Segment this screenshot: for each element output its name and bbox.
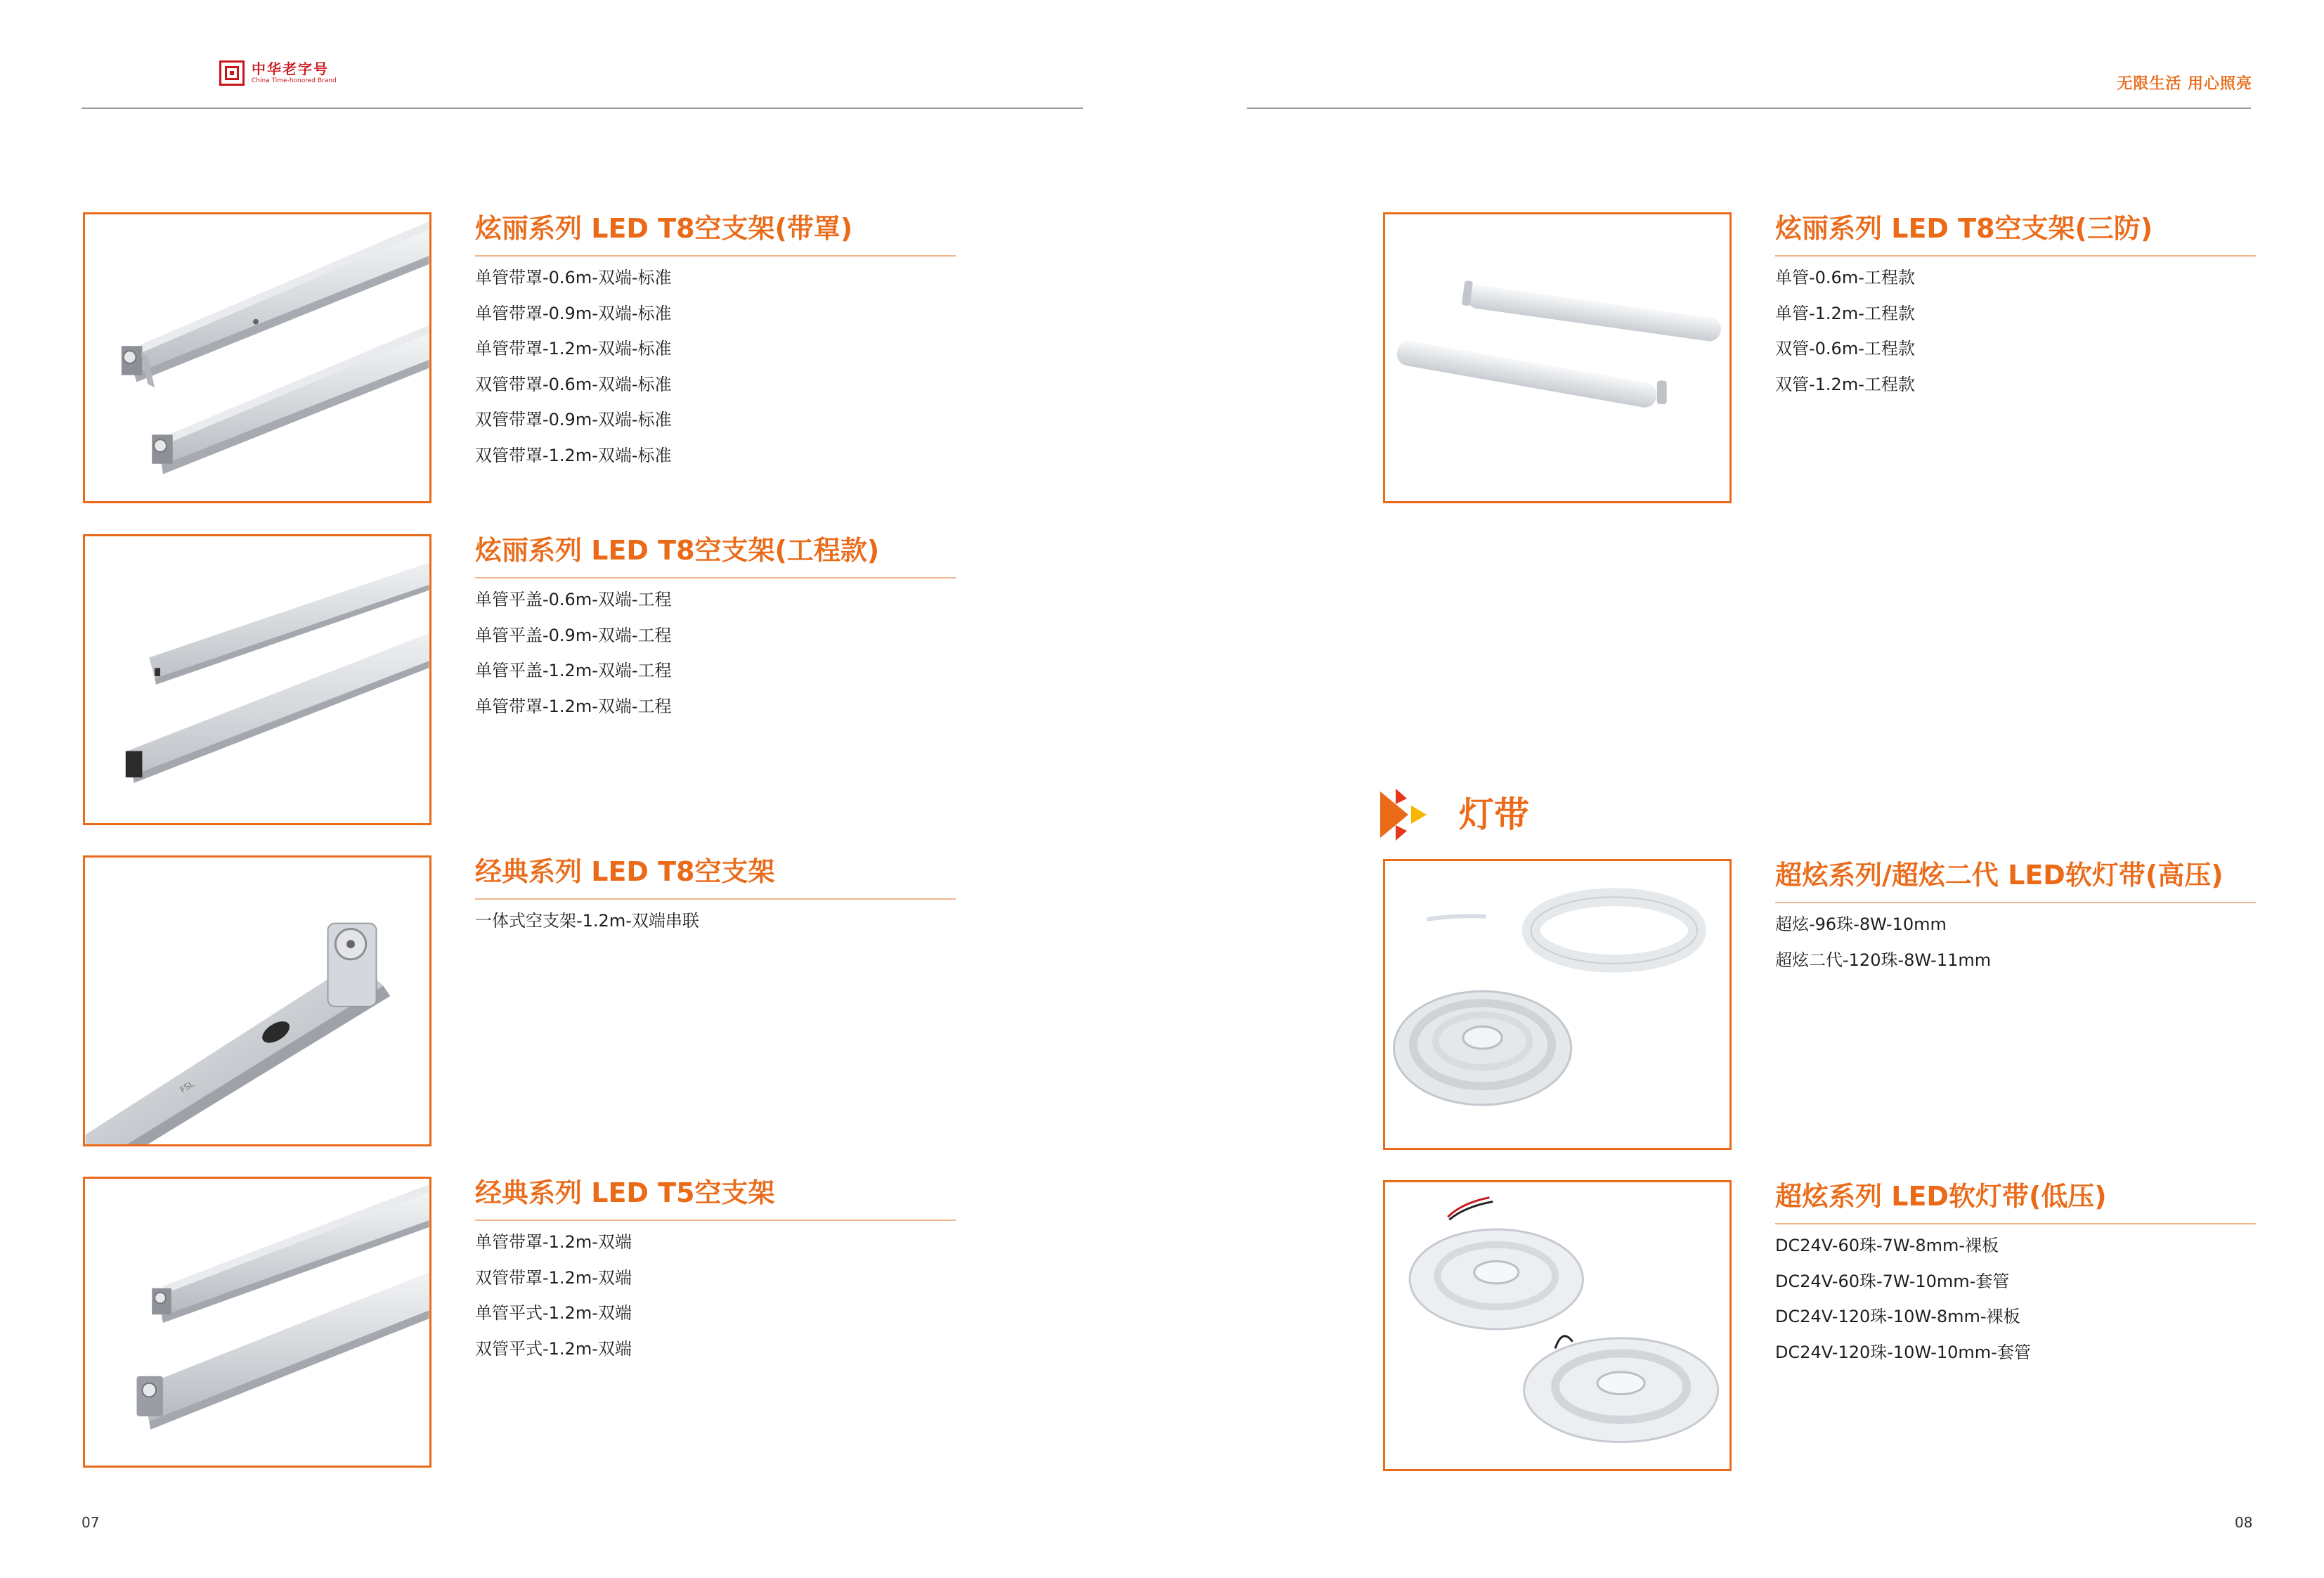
product-image-frame	[83, 534, 431, 825]
section-title: 灯带	[1459, 794, 1529, 835]
list-item: 双管-1.2m-工程款	[1775, 374, 1915, 394]
spec-list	[475, 582, 672, 724]
list-item: 超炫-96珠-8W-10mm	[1775, 914, 1947, 934]
title-underline	[1775, 902, 2256, 903]
list-item: DC24V-120珠-10W-8mm-裸板	[1775, 1307, 2020, 1326]
list-item: 双管带罩-1.2m-双端-标准	[475, 445, 672, 465]
page-number-left: 07	[82, 1514, 100, 1531]
logo-english-text: China Time-honored Brand	[252, 77, 337, 84]
flat-cover-fixture-image	[85, 536, 429, 823]
high-voltage-strip-reel-image	[1385, 861, 1729, 1148]
product-title: 炫丽系列 LED T8空支架(带罩)	[475, 213, 853, 244]
t5-bracket-image	[85, 1179, 429, 1466]
product-title: 炫丽系列 LED T8空支架(工程款)	[475, 535, 880, 566]
brand-logo	[219, 60, 337, 86]
product-title: 经典系列 LED T8空支架	[475, 856, 775, 887]
product-title: 超炫系列 LED软灯带(低压)	[1775, 1181, 2107, 1212]
spec-list	[1775, 907, 1991, 978]
title-underline	[1775, 1223, 2256, 1224]
triproof-fixture-image	[1385, 214, 1729, 501]
product-title: 经典系列 LED T5空支架	[475, 1177, 775, 1208]
spec-list	[1775, 1228, 2031, 1370]
svg-text:FSL: FSL	[178, 1078, 196, 1095]
header-divider-right	[1247, 108, 2251, 109]
title-underline	[475, 577, 956, 578]
integrated-bracket-image	[85, 858, 429, 1144]
product-title: 炫丽系列 LED T8空支架(三防)	[1775, 213, 2153, 244]
product-image-frame	[83, 855, 431, 1146]
title-underline	[475, 255, 956, 257]
list-item: 双管带罩-0.6m-双端-标准	[475, 374, 672, 394]
header-divider-left	[82, 108, 1083, 109]
list-item: 单管带罩-1.2m-双端	[475, 1232, 632, 1252]
product-image-frame	[83, 1177, 431, 1468]
list-item: 双管-0.6m-工程款	[1775, 339, 1915, 358]
list-item: 单管-0.6m-工程款	[1775, 268, 1915, 287]
seal-icon	[219, 60, 245, 86]
spec-list	[475, 1224, 632, 1366]
list-item: 双管带罩-0.9m-双端-标准	[475, 410, 672, 429]
logo-chinese-text: 中华老字号	[252, 60, 329, 77]
spec-list	[475, 903, 699, 939]
list-item: 单管带罩-0.6m-双端-标准	[475, 268, 672, 287]
product-image-frame	[1383, 859, 1732, 1150]
list-item: 一体式空支架-1.2m-双端串联	[475, 911, 699, 931]
product-image-frame	[1383, 1180, 1732, 1471]
product-image-frame	[83, 212, 431, 503]
list-item: 单管带罩-1.2m-双端-标准	[475, 339, 672, 358]
list-item: 单管带罩-0.9m-双端-标准	[475, 303, 672, 323]
list-item: 双管平式-1.2m-双端	[475, 1338, 632, 1359]
list-item: 单管带罩-1.2m-双端-工程	[475, 696, 672, 716]
list-item: 超炫二代-120珠-8W-11mm	[1775, 950, 1992, 970]
list-item: 双管带罩-1.2m-双端	[475, 1267, 632, 1288]
product-title: 超炫系列/超炫二代 LED软灯带(高压)	[1775, 860, 2224, 891]
list-item: 单管平式-1.2m-双端	[475, 1303, 632, 1323]
title-underline	[1775, 255, 2256, 257]
list-item: 单管平盖-0.6m-双端-工程	[475, 590, 672, 609]
list-item: 单管平盖-1.2m-双端-工程	[475, 661, 672, 680]
low-voltage-strip-reel-image	[1385, 1182, 1729, 1469]
page-number-right: 08	[2235, 1514, 2253, 1531]
list-item: 单管平盖-0.9m-双端-工程	[475, 625, 672, 645]
triangle-arrow-icon	[1380, 789, 1436, 841]
list-item: DC24V-120珠-10W-10mm-套管	[1775, 1342, 2031, 1362]
title-underline	[475, 898, 956, 900]
list-item: DC24V-60珠-7W-10mm-套管	[1775, 1271, 2010, 1291]
list-item: 单管-1.2m-工程款	[1775, 303, 1915, 323]
spec-list	[475, 260, 672, 473]
list-item: DC24V-60珠-7W-8mm-裸板	[1775, 1236, 1999, 1255]
slogan: 无限生活 用心照亮	[2117, 75, 2252, 93]
title-underline	[475, 1220, 956, 1221]
spec-list	[1775, 260, 1915, 402]
product-image-frame	[1383, 212, 1732, 503]
double-tube-cover-fixture-image	[85, 214, 429, 501]
